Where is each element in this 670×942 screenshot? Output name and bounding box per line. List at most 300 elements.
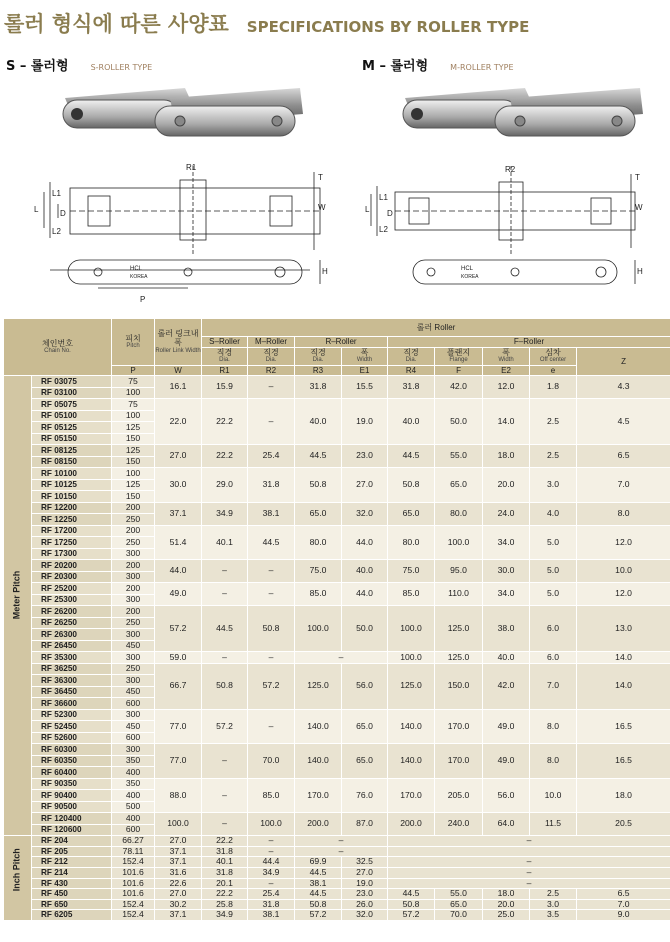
value-f: 70.0 [435,910,483,921]
value-e1: 23.0 [342,445,388,468]
pitch-value: 66.27 [112,836,155,847]
pitch-value: 250 [112,663,155,675]
table-row [4,899,670,910]
pitch-value: 300 [112,594,155,606]
value-r4: 140.0 [388,709,435,744]
pitch-value: 300 [112,548,155,560]
value-f: 95.0 [435,560,483,583]
pitch-value: 152.4 [112,899,155,910]
header-sym-w: W [155,365,202,376]
m-roller-heading [362,55,514,74]
value-r2: 31.8 [248,899,295,910]
value-fz: – [388,878,670,889]
value-z: 6.5 [577,445,670,468]
header-r-width: 폭 Width [342,347,388,365]
value-r1: – [202,583,248,606]
value-re: – [295,652,388,664]
value-z: 10.0 [577,560,670,583]
value-f: 42.0 [435,376,483,399]
value-e1: 27.0 [342,468,388,503]
table-row [4,560,670,572]
pitch-value: 150 [112,491,155,503]
chain-no: RF 60300 [32,744,112,756]
value-e1: 44.0 [342,583,388,606]
value-r4: 44.5 [388,445,435,468]
value-e1: 40.0 [342,560,388,583]
table-row [4,399,670,411]
pitch-value: 78.11 [112,846,155,857]
table-row [4,778,670,790]
value-r2: – [248,836,295,847]
table-row [4,867,670,878]
value-r2: 34.9 [248,867,295,878]
value-e: 5.0 [530,583,577,606]
chain-no: RF 08125 [32,445,112,457]
pitch-value: 152.4 [112,857,155,868]
value-w: 27.0 [155,445,202,468]
chain-no: RF 450 [32,889,112,900]
value-r3: 57.2 [295,910,342,921]
chain-no: RF 03075 [32,376,112,388]
value-r1: 22.2 [202,445,248,468]
value-r2: – [248,376,295,399]
label-r2: R2 [505,165,516,174]
value-e2: 42.0 [483,663,530,709]
value-e: 3.0 [530,899,577,910]
pitch-value: 101.6 [112,867,155,878]
value-e1: 44.0 [342,525,388,560]
value-f: 170.0 [435,744,483,779]
chain-no: RF 650 [32,899,112,910]
value-w: 30.0 [155,468,202,503]
value-r3: 125.0 [295,663,342,709]
value-z: 13.0 [577,606,670,652]
chain-no: RF 10100 [32,468,112,480]
chain-no: RF 03100 [32,387,112,399]
value-r4: 170.0 [388,778,435,813]
pitch-value: 101.6 [112,889,155,900]
value-fz: – [388,857,670,868]
value-e2: 20.0 [483,899,530,910]
value-z: 4.3 [577,376,670,399]
m-label-l2: L2 [379,225,388,234]
chain-no: RF 205 [32,846,112,857]
table-row [4,502,670,514]
value-r1: – [202,560,248,583]
chain-no: RF 26200 [32,606,112,618]
value-r3: 44.5 [295,867,342,878]
table-row [4,583,670,595]
chain-no: RF 26250 [32,617,112,629]
header-sym-r2: R2 [248,365,295,376]
value-e: 6.0 [530,606,577,652]
table-row [4,709,670,721]
value-r1: 57.2 [202,709,248,744]
chain-no: RF 17300 [32,548,112,560]
table-row [4,813,670,825]
value-e2: 49.0 [483,709,530,744]
value-r3: 44.5 [295,889,342,900]
header-r-roller: R–Roller [295,337,388,348]
pitch-value: 101.6 [112,878,155,889]
table-row [4,376,670,388]
chain-no: RF 05075 [32,399,112,411]
m-label-hcl: HCL [461,266,474,272]
value-z: 16.5 [577,744,670,779]
pitch-value: 200 [112,560,155,572]
pitch-value: 300 [112,709,155,721]
chain-no: RF 26300 [32,629,112,641]
pitch-value: 350 [112,755,155,767]
m-roller-label: M – 롤러형 [362,59,429,74]
value-w: 22.6 [155,878,202,889]
chain-no: RF 05100 [32,410,112,422]
value-f: 65.0 [435,468,483,503]
value-r3: 50.8 [295,468,342,503]
value-r2: – [248,878,295,889]
value-r2: 44.4 [248,857,295,868]
chain-no: RF 26450 [32,640,112,652]
value-e2: 24.0 [483,502,530,525]
chain-no: RF 52450 [32,721,112,733]
m-label-l1: L1 [379,193,388,202]
value-f: 125.0 [435,652,483,664]
value-r4: 85.0 [388,583,435,606]
value-e1: 76.0 [342,778,388,813]
m-label-l: L [365,205,370,214]
label-d: D [60,209,66,218]
value-z: 6.5 [577,889,670,900]
chain-no: RF 17250 [32,537,112,549]
value-r3: 200.0 [295,813,342,836]
value-r1: 44.5 [202,606,248,652]
value-w: 22.0 [155,399,202,445]
value-w: 16.1 [155,376,202,399]
value-r1: 22.2 [202,889,248,900]
pitch-value: 75 [112,376,155,388]
value-r4: 57.2 [388,910,435,921]
pitch-value: 350 [112,778,155,790]
label-w: W [318,203,326,212]
chain-no: RF 08150 [32,456,112,468]
chain-no: RF 52300 [32,709,112,721]
value-e: 4.0 [530,502,577,525]
value-r3: 75.0 [295,560,342,583]
value-e2: 18.0 [483,445,530,468]
value-e1: 32.5 [342,857,388,868]
group-inch-pitch: Inch Pitch [4,836,32,921]
value-r4: 44.5 [388,889,435,900]
chain-no: RF 212 [32,857,112,868]
header-f-offset: 심차 Off center [530,347,577,365]
header-sym-f: F [435,365,483,376]
value-r2: 50.8 [248,606,295,652]
header-r-dia: 직경 Dia. [295,347,342,365]
value-r1: 22.2 [202,399,248,445]
header-sym-r4: R4 [388,365,435,376]
table-row [4,663,670,675]
value-r3: 69.9 [295,857,342,868]
value-e2: 56.0 [483,778,530,813]
value-w: 57.2 [155,606,202,652]
value-r1: 40.1 [202,525,248,560]
value-w: 100.0 [155,813,202,836]
chain-no: RF 90500 [32,801,112,813]
table-row [4,889,670,900]
pitch-value: 125 [112,479,155,491]
value-f: 55.0 [435,445,483,468]
value-r2: 31.8 [248,468,295,503]
value-r4: 100.0 [388,652,435,664]
value-r1: – [202,744,248,779]
value-e1: 27.0 [342,867,388,878]
value-f: 205.0 [435,778,483,813]
chain-no: RF 90400 [32,790,112,802]
value-w: 37.1 [155,857,202,868]
value-w: 37.1 [155,846,202,857]
table-row [4,836,670,847]
m-label-d: D [387,209,393,218]
value-r1: 34.9 [202,502,248,525]
pitch-value: 200 [112,583,155,595]
label-p: P [140,295,146,304]
value-fz: – [388,867,670,878]
value-e: 11.5 [530,813,577,836]
value-r2: – [248,583,295,606]
pitch-value: 100 [112,410,155,422]
chain-no: RF 35300 [32,652,112,664]
value-r4: 50.8 [388,899,435,910]
value-e: 3.5 [530,910,577,921]
value-e: 5.0 [530,560,577,583]
value-f: 150.0 [435,663,483,709]
value-e2: 25.0 [483,910,530,921]
value-r2: 70.0 [248,744,295,779]
label-l1: L1 [52,189,61,198]
value-re: – [295,846,388,857]
value-r1: 20.1 [202,878,248,889]
pitch-value: 600 [112,824,155,836]
value-z: 14.0 [577,652,670,664]
header-sym-e1: E1 [342,365,388,376]
value-r3: 140.0 [295,709,342,744]
header-sym-p: P [112,365,155,376]
label-hcl: HCL [130,266,143,272]
value-e: 10.0 [530,778,577,813]
value-f: 50.0 [435,399,483,445]
value-w: 37.1 [155,910,202,921]
chain-no: RF 25300 [32,594,112,606]
value-r4: 65.0 [388,502,435,525]
value-e: 1.8 [530,376,577,399]
m-roller-chain-photo [395,80,645,150]
pitch-value: 200 [112,606,155,618]
header-pitch: 피치 Pitch [112,319,155,366]
value-f: 240.0 [435,813,483,836]
value-w: 37.1 [155,502,202,525]
header-s-dia: 직경 Dia. [202,347,248,365]
value-r4: 125.0 [388,663,435,709]
value-z: 14.0 [577,663,670,709]
chain-no: RF 120400 [32,813,112,825]
value-e2: 34.0 [483,525,530,560]
table-row [4,652,670,664]
value-r2: – [248,709,295,744]
m-roller-drawing [365,160,665,310]
pitch-value: 400 [112,790,155,802]
pitch-value: 125 [112,445,155,457]
value-r2: 38.1 [248,502,295,525]
pitch-value: 300 [112,744,155,756]
value-e2: 18.0 [483,889,530,900]
header-f-dia: 직경 Dia. [388,347,435,365]
label-t: T [318,173,323,182]
value-e1: 19.0 [342,399,388,445]
chain-no: RF 90350 [32,778,112,790]
value-r3: 80.0 [295,525,342,560]
chain-no: RF 20300 [32,571,112,583]
table-row [4,878,670,889]
header-m-roller: M–Roller [248,337,295,348]
pitch-value: 400 [112,767,155,779]
label-h: H [322,267,328,276]
chain-no: RF 17200 [32,525,112,537]
header-roller-link-width: 롤러 링크내폭 Roller Link Width [155,319,202,366]
label-l2: L2 [52,227,61,236]
chain-no: RF 12200 [32,502,112,514]
value-z: 7.0 [577,468,670,503]
pitch-value: 450 [112,640,155,652]
pitch-value: 250 [112,617,155,629]
pitch-value: 200 [112,525,155,537]
value-r1: – [202,778,248,813]
value-e2: 49.0 [483,744,530,779]
value-e1: 19.0 [342,878,388,889]
value-r3: 100.0 [295,606,342,652]
s-roller-sublabel: S-ROLLER TYPE [90,63,153,72]
header-sym-r1: R1 [202,365,248,376]
chain-no: RF 60350 [32,755,112,767]
header-s-roller: S–Roller [202,337,248,348]
value-e2: 12.0 [483,376,530,399]
pitch-value: 300 [112,571,155,583]
value-e: 8.0 [530,744,577,779]
chain-no: RF 20200 [32,560,112,572]
title-english: SPECIFICATIONS BY ROLLER TYPE [246,18,530,36]
table-row [4,744,670,756]
m-label-t: T [635,173,640,182]
value-e1: 87.0 [342,813,388,836]
value-r1: 15.9 [202,376,248,399]
pitch-value: 150 [112,433,155,445]
table-row [4,857,670,868]
value-f: 55.0 [435,889,483,900]
value-fz [388,846,670,857]
value-r2: – [248,652,295,664]
value-r3: 85.0 [295,583,342,606]
value-e: 5.0 [530,525,577,560]
value-r1: 40.1 [202,857,248,868]
value-r2: 85.0 [248,778,295,813]
value-r1: – [202,813,248,836]
pitch-value: 600 [112,698,155,710]
value-r3: 38.1 [295,878,342,889]
value-e1: 23.0 [342,889,388,900]
value-r1: 25.8 [202,899,248,910]
value-e: 2.5 [530,889,577,900]
pitch-value: 152.4 [112,910,155,921]
table-row [4,606,670,618]
value-fz: – [388,836,670,847]
pitch-value: 100 [112,468,155,480]
value-w: 66.7 [155,663,202,709]
chain-no: RF 05150 [32,433,112,445]
value-z: 12.0 [577,525,670,560]
pitch-value: 200 [112,502,155,514]
table-row [4,910,670,921]
pitch-value: 300 [112,629,155,641]
value-e: 2.5 [530,399,577,445]
header-z: Z [577,347,670,376]
value-r4: 100.0 [388,606,435,652]
s-roller-drawing [30,160,330,310]
value-e2: 20.0 [483,468,530,503]
value-w: 51.4 [155,525,202,560]
value-e: 3.0 [530,468,577,503]
pitch-value: 100 [112,387,155,399]
value-r2: 25.4 [248,445,295,468]
chain-no: RF 12250 [32,514,112,526]
value-z: 8.0 [577,502,670,525]
spec-table [3,318,670,921]
value-w: 49.0 [155,583,202,606]
value-e2: 30.0 [483,560,530,583]
group-meter-pitch: Meter Pitch [4,376,32,836]
chain-no: RF 36300 [32,675,112,687]
value-r2: 44.5 [248,525,295,560]
value-r1: – [202,652,248,664]
value-e1: 15.5 [342,376,388,399]
value-e: 7.0 [530,663,577,709]
header-sym-e2: E2 [483,365,530,376]
chain-no: RF 120600 [32,824,112,836]
value-e2: 34.0 [483,583,530,606]
value-r4: 140.0 [388,744,435,779]
value-r2: 57.2 [248,663,295,709]
title-korean: 롤러 형식에 따른 사양표 [4,12,229,36]
value-f: 80.0 [435,502,483,525]
value-e: 6.0 [530,652,577,664]
value-w: 59.0 [155,652,202,664]
header-f-flange: 플랜지 Flange [435,347,483,365]
label-l: L [34,205,39,214]
s-roller-label: S – 롤러형 [6,59,69,74]
value-r3: 170.0 [295,778,342,813]
value-r1: 31.8 [202,846,248,857]
value-r3: 140.0 [295,744,342,779]
chain-no: RF 36250 [32,663,112,675]
value-e1: 32.0 [342,502,388,525]
value-r4: 80.0 [388,525,435,560]
value-r2: – [248,560,295,583]
value-e2: 40.0 [483,652,530,664]
value-e1: 26.0 [342,899,388,910]
header-f-width: 폭 Width [483,347,530,365]
value-f: 65.0 [435,899,483,910]
label-korea: KOREA [130,274,148,280]
m-label-h: H [637,267,643,276]
chain-no: RF 430 [32,878,112,889]
